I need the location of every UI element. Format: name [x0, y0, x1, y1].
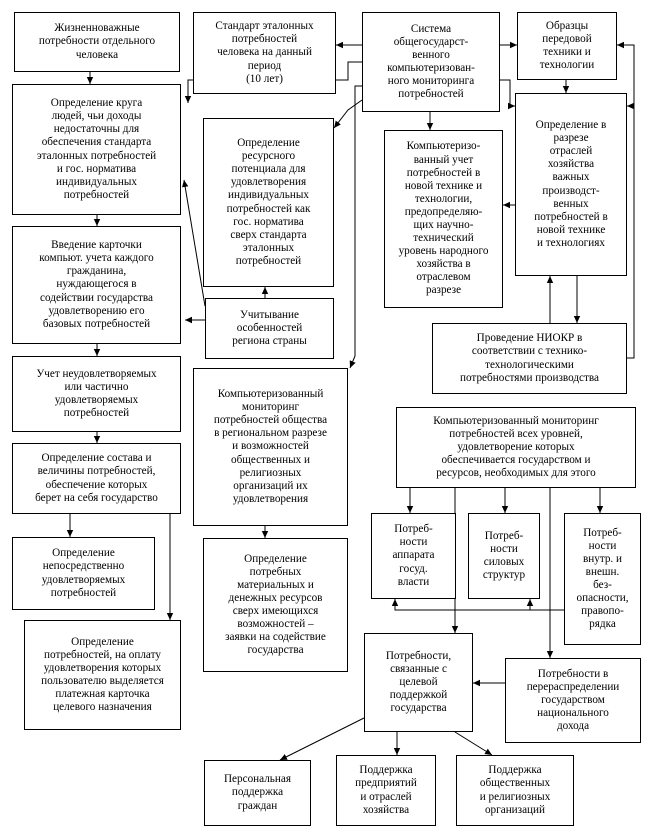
box-gov-apparatus-needs: Потреб- ности аппарата госуд. власти [371, 513, 456, 599]
box-citizen-card: Введение карточки компьют. учета каждого гражданина, нуждающегося в содействии государства удовлетворению его базовых потребностей [12, 226, 181, 344]
box-resource-potential: Определение ресурсного потенциала для удовлетворения индивидуальных потребностей как гос. норматива сверх стандарта эталонных потребностей [203, 118, 334, 287]
box-required-resources: Определение потребных материальных и денежных ресурсов сверх имеющихся возможностей – заявки на содействие государства [203, 538, 348, 672]
arrow-b10-b5 [184, 180, 205, 306]
box-enterprise-support: Поддержка предприятий и отраслей хозяйства [336, 755, 436, 826]
arrow-b3-b8 [500, 80, 515, 106]
box-redistribution-needs: Потребности в перераспределении государством национального дохода [505, 658, 641, 743]
box-region-features: Учитывание особенностей региона страны [205, 298, 334, 359]
box-rnd: Проведение НИОКР в соответствии с технико- технологическими потребностями производства [432, 323, 627, 394]
box-standard-needs: Стандарт эталонных потребностей человека на данный период (10 лет) [193, 12, 336, 94]
box-targeted-support-needs: Потребности, связанные с целевой поддержкой государства [364, 633, 473, 732]
box-state-needs-composition: Определение состава и величины потребностей, обеспечение которых берет на себя государство [12, 443, 181, 514]
box-vital-needs: Жизненноважные потребности отдельного человека [14, 12, 180, 72]
box-all-levels-monitoring: Компьютеризованный мониторинг потребностей всех уровней, удовлетворение которых обеспечивается государством и ресурсов, необходимых для этого [396, 407, 636, 488]
box-monitoring-system: Система общегосударст- венного компьютеризован- ного мониторинга потребностей [362, 12, 500, 112]
box-advanced-tech: Образцы передовой техники и технологии [517, 12, 617, 80]
box-tech-accounting: Компьютеризо- ванный учет потребностей в новой технике и технологии, предопределяю- щих научно- технический уровень народного хозяйства в отраслевом разрезе [384, 130, 503, 308]
box-security-needs: Потреб- ности внутр. и внешн. без- опасности, правопо- рядка [564, 513, 641, 645]
arrow-b3-b13 [350, 86, 362, 368]
arrow-b22-b26 [455, 732, 492, 755]
box-regional-monitoring: Компьютеризованный мониторинг потребностей общества в региональном разрезе и возможностей общественных и религиозных организаций их удовлетворения [193, 368, 348, 526]
box-industry-needs: Определение в разрезе отраслей хозяйства важных производст- венных потребностей в новой технике и технологиях [515, 93, 627, 276]
arrow-b15-b21 [165, 497, 170, 620]
box-directly-met-needs: Определение непосредственно удовлетворяемых потребностей [12, 537, 155, 610]
box-income-circle: Определение круга людей, чьи доходы недостаточны для обеспечения стандарта эталонных потребностей и гос. норматива индивидуальных потребностей [12, 84, 181, 215]
box-unmet-needs: Учет неудовлетворяемых или частично удовлетворяемых потребностей [12, 356, 181, 432]
arrow-b22-b24 [280, 718, 364, 760]
box-organizations-support: Поддержка общественных и религиозных организаций [456, 755, 574, 826]
box-personal-support: Персональная поддержка граждан [204, 760, 311, 826]
box-payment-card-needs: Определение потребностей, на оплату удовлетворения которых пользователю выделяется платежная карточка целевого назначения [24, 620, 181, 730]
box-force-structures-needs: Потреб- ности силовых структур [468, 513, 540, 599]
arrow-b3-b6 [334, 100, 362, 128]
